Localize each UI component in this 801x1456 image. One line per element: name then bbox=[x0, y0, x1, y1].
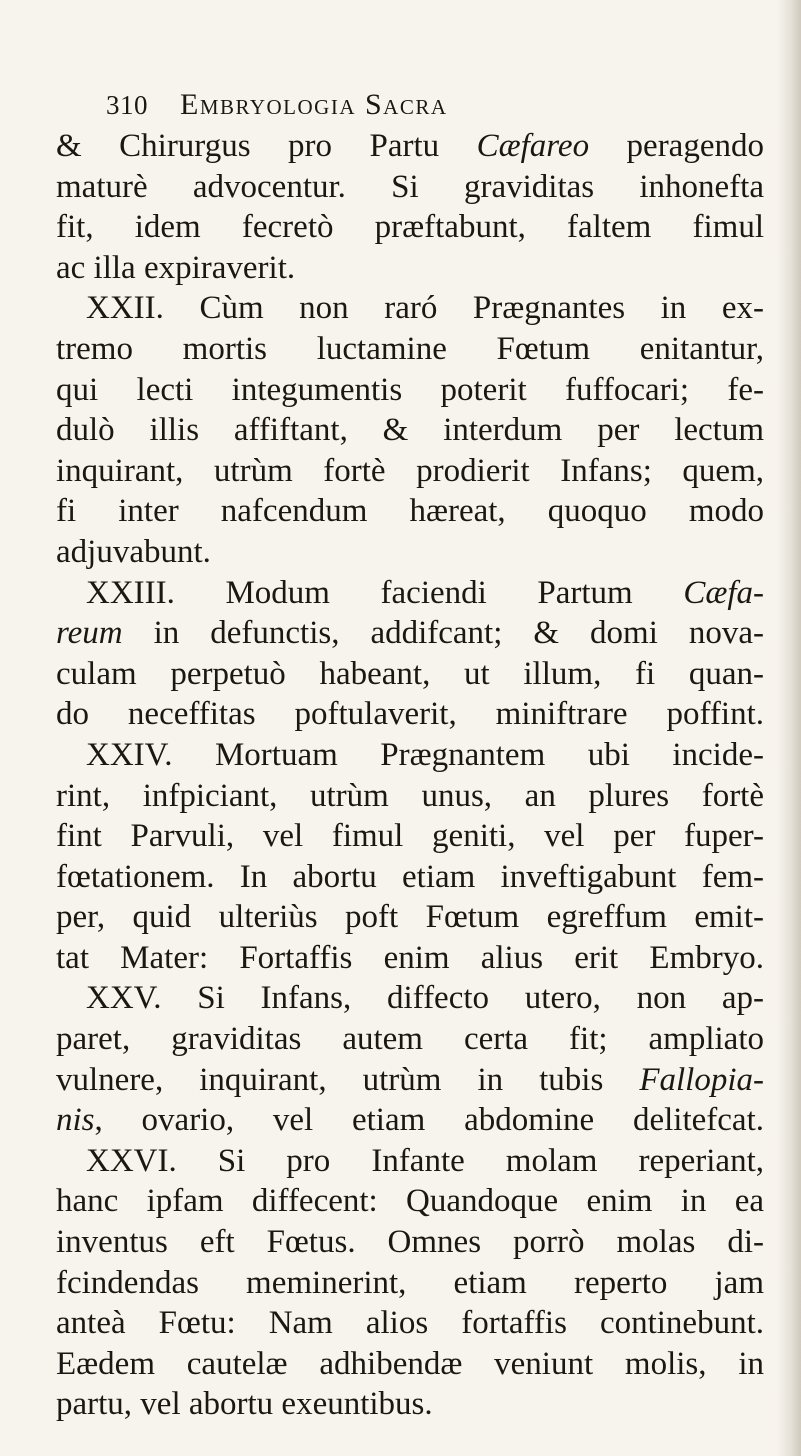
text-line bbox=[54, 1303, 764, 1344]
text-line-main: tat Mater: Fortaffis enim alius erit Embryo. bbox=[56, 939, 764, 976]
text-line bbox=[54, 167, 764, 208]
text-line-main: rint, infpiciant, utrùm unus, an plures fortè bbox=[56, 777, 764, 814]
text-line bbox=[54, 735, 764, 776]
text-line-main: fi inter nafcendum hæreat, quoquo modo bbox=[56, 493, 764, 530]
text-line-main: inquirant, utrùm fortè prodierit Infans; quem, bbox=[56, 452, 764, 489]
text-line-main: XXIV. Mortuam Prægnantem ubi incide- bbox=[86, 736, 764, 773]
text-line-main: hanc ipfam diffecent: Quandoque enim in ea bbox=[56, 1183, 764, 1220]
text-line bbox=[54, 1141, 764, 1182]
text-line bbox=[54, 126, 764, 167]
text-line bbox=[54, 451, 764, 492]
text-line-main: fœtationem. In abortu etiam inveftigabunt fem- bbox=[56, 858, 764, 895]
text-line-main: qui lecti integumentis poterit fuffocari; fe- bbox=[56, 371, 764, 408]
text-line-main: inventus eft Fœtus. Omnes porrò molas di- bbox=[56, 1224, 764, 1261]
text-line bbox=[54, 370, 764, 411]
text-line-main: fcindendas meminerint, etiam reperto jam bbox=[56, 1264, 764, 1301]
text-line-main: paret, graviditas autem certa fit; ampliato bbox=[56, 1021, 764, 1058]
page-number: 310 bbox=[106, 90, 148, 120]
text-line bbox=[54, 532, 764, 573]
text-line-main: partu, vel abortu exeuntibus. bbox=[56, 1386, 433, 1423]
text-line bbox=[54, 491, 764, 532]
text-line bbox=[54, 207, 764, 248]
text-line bbox=[54, 938, 764, 979]
text-line bbox=[54, 248, 764, 289]
text-line-main: vulnere, inquirant, utrùm in tubis bbox=[56, 1061, 640, 1098]
italic-term: Fallopia- bbox=[639, 1061, 764, 1098]
text-line bbox=[54, 1060, 764, 1101]
text-line bbox=[54, 613, 764, 654]
text-line-main: XXII. Cùm non raró Prægnantes in ex- bbox=[86, 290, 764, 327]
italic-term: Cæfa- bbox=[683, 574, 764, 611]
text-line-rest: in defunctis, addifcant; & domi nova- bbox=[122, 615, 764, 652]
text-line-rest: , ovario, vel etiam abdomine delitefcat. bbox=[94, 1102, 764, 1139]
body-text bbox=[54, 126, 764, 1425]
text-line-rest: peragendo bbox=[589, 128, 764, 164]
text-line bbox=[54, 1344, 764, 1385]
text-line bbox=[54, 1019, 764, 1060]
text-line-main: fit, idem fecretò præftabunt, faltem fimul bbox=[56, 209, 764, 246]
page-header bbox=[106, 88, 766, 128]
text-line-main: culam perpetuò habeant, ut illum, fi quan- bbox=[56, 655, 764, 692]
text-line-main: tremo mortis luctamine Fœtum enitantur, bbox=[56, 330, 764, 367]
text-line bbox=[54, 1222, 764, 1263]
italic-term: Cæfareo bbox=[476, 128, 590, 164]
text-line bbox=[54, 654, 764, 695]
text-line bbox=[54, 897, 764, 938]
text-line bbox=[54, 410, 764, 451]
text-line-main: ac illa expiraverit. bbox=[56, 249, 296, 286]
text-line bbox=[54, 776, 764, 817]
text-line-main: Eædem cautelæ adhibendæ veniunt molis, in bbox=[56, 1345, 764, 1382]
text-line-main: XXIII. Modum faciendi Partum bbox=[86, 574, 684, 611]
text-line-main: per, quid ulteriùs poft Fœtum egreffum emit- bbox=[56, 899, 764, 936]
text-line-main: do neceffitas poftulaverit, miniftrare poffint. bbox=[56, 696, 764, 733]
text-line bbox=[54, 1263, 764, 1304]
text-line-main: maturè advocentur. Si graviditas inhonefta bbox=[56, 168, 764, 205]
text-line-main: adjuvabunt. bbox=[56, 533, 211, 570]
text-line-main: fint Parvuli, vel fimul geniti, vel per fuper- bbox=[56, 818, 764, 855]
text-line-main: dulò illis affiftant, & interdum per lectum bbox=[56, 412, 764, 449]
text-line-main: XXVI. Si pro Infante molam reperiant, bbox=[86, 1142, 764, 1179]
text-line-main: anteà Fœtu: Nam alios fortaffis continebunt. bbox=[56, 1305, 764, 1342]
text-line bbox=[54, 978, 764, 1019]
text-line bbox=[54, 1384, 764, 1425]
running-head: Embryologia Sacra bbox=[180, 88, 448, 121]
text-line bbox=[54, 694, 764, 735]
italic-term: nis bbox=[56, 1102, 95, 1139]
text-line bbox=[54, 573, 764, 614]
text-line bbox=[54, 288, 764, 329]
text-line bbox=[54, 329, 764, 370]
text-line-main: XXV. Si Infans, diffecto utero, non ap- bbox=[86, 980, 764, 1017]
text-line bbox=[54, 1100, 764, 1141]
page-gutter-shadow bbox=[777, 0, 801, 1456]
text-line bbox=[54, 816, 764, 857]
text-line bbox=[54, 1181, 764, 1222]
text-line-main: & Chirurgus pro Partu bbox=[56, 128, 477, 164]
text-line bbox=[54, 857, 764, 898]
italic-term: reum bbox=[56, 615, 123, 652]
